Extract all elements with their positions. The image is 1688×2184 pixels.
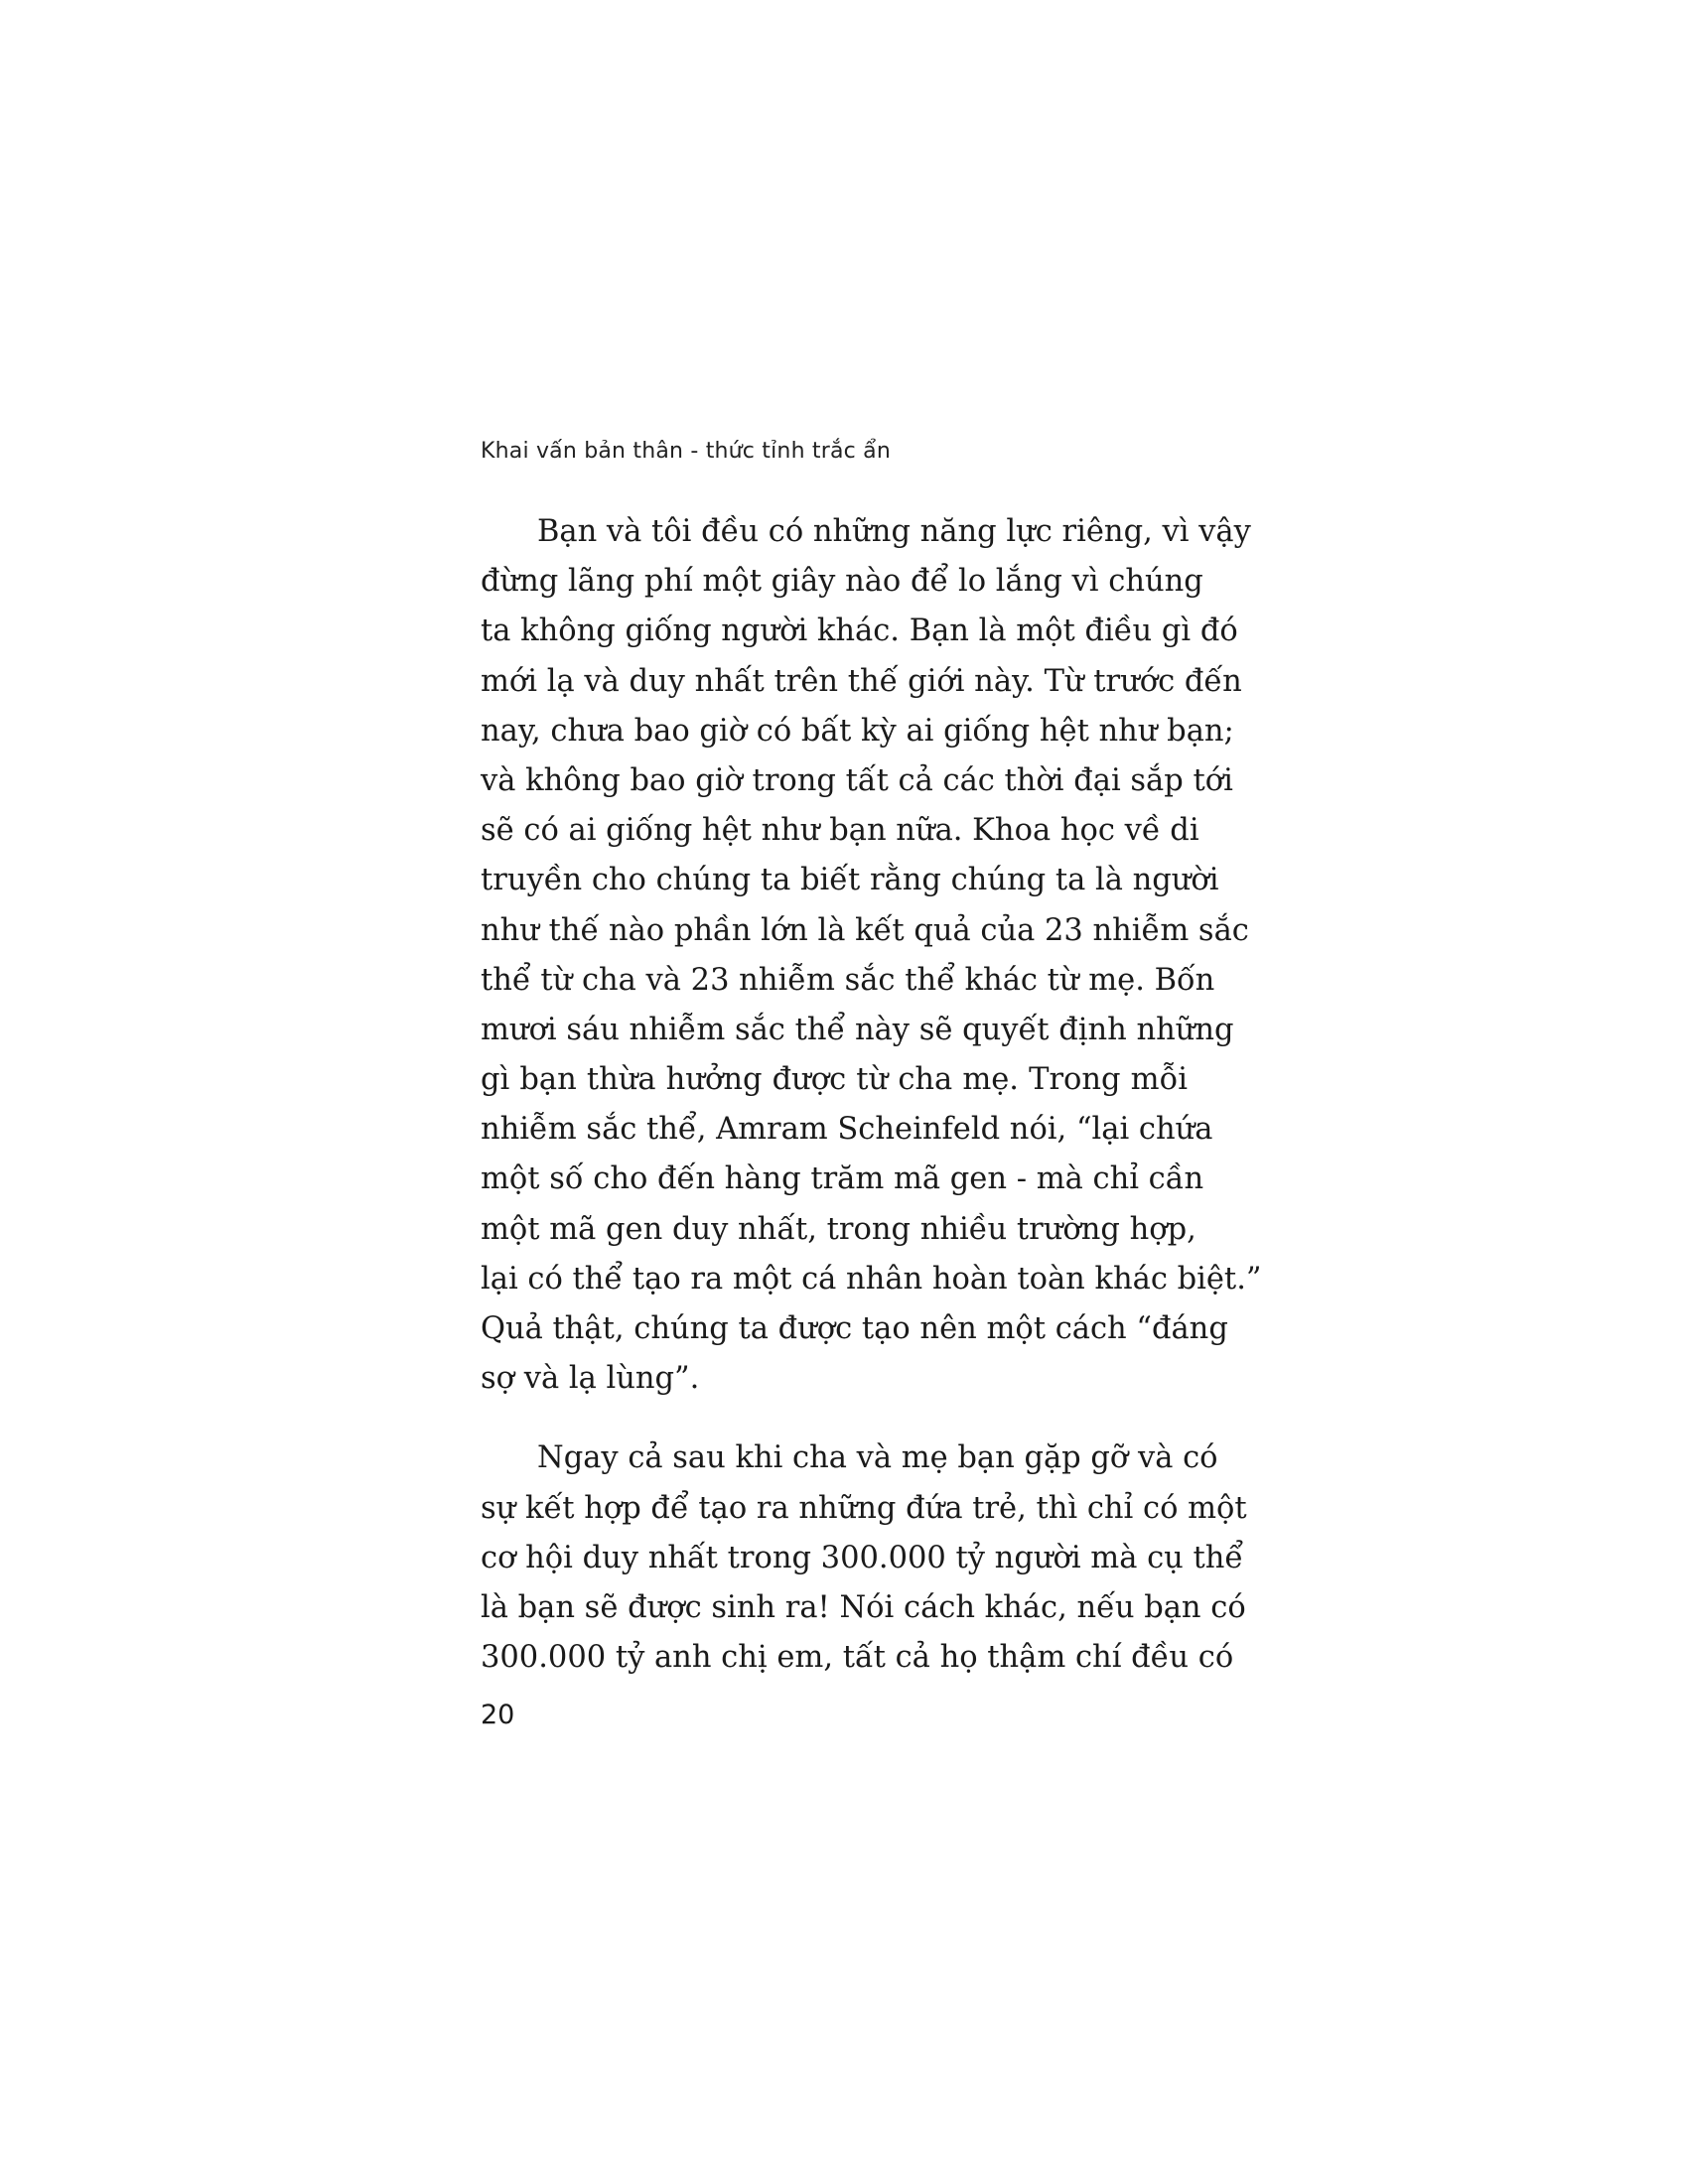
- text-line: một mã gen duy nhất, trong nhiều trường hợp,: [481, 1211, 1196, 1247]
- text-line: gì bạn thừa hưởng được từ cha mẹ. Trong mỗi: [481, 1062, 1188, 1098]
- text-line: Quả thật, chúng ta được tạo nên một cách “đáng: [481, 1311, 1228, 1346]
- text-line: lại có thể tạo ra một cá nhân hoàn toàn khác biệt.”: [481, 1261, 1262, 1297]
- text-line: nay, chưa bao giờ có bất kỳ ai giống hệt như bạn;: [481, 713, 1234, 749]
- text-line: nhiễm sắc thể, Amram Scheinfeld nói, “lại chứa: [481, 1112, 1213, 1148]
- paragraph-gap: [481, 1404, 1188, 1433]
- text-line: Bạn và tôi đều có những năng lực riêng, vì vậy: [537, 514, 1251, 549]
- text-line: một số cho đến hàng trăm mã gen - mà chỉ cần: [481, 1161, 1204, 1197]
- text-line: sợ và lạ lùng”.: [481, 1361, 700, 1397]
- text-line: ta không giống người khác. Bạn là một điều gì đó: [481, 614, 1238, 649]
- text-line: sự kết hợp để tạo ra những đứa trẻ, thì chỉ có một: [481, 1490, 1247, 1526]
- page-number: 20: [481, 1700, 515, 1730]
- text-line: như thế nào phần lớn là kết quả của 23 nhiễm sắc: [481, 912, 1249, 948]
- text-line: và không bao giờ trong tất cả các thời đại sắp tới: [481, 762, 1233, 798]
- text-line: cơ hội duy nhất trong 300.000 tỷ người mà cụ thể: [481, 1540, 1244, 1575]
- text-line: thể từ cha và 23 nhiễm sắc thể khác từ mẹ. Bốn: [481, 962, 1215, 998]
- text-line: mới lạ và duy nhất trên thế giới này. Từ trước đến: [481, 663, 1242, 699]
- paragraph-1: [481, 507, 1262, 1404]
- text-line: là bạn sẽ được sinh ra! Nói cách khác, nếu bạn có: [481, 1589, 1246, 1625]
- text-line: Ngay cả sau khi cha và mẹ bạn gặp gỡ và có: [537, 1440, 1218, 1476]
- text-line: truyền cho chúng ta biết rằng chúng ta là người: [481, 863, 1219, 898]
- text-line: 300.000 tỷ anh chị em, tất cả họ thậm chí đều có: [481, 1640, 1234, 1676]
- running-header: Khai vấn bản thân - thức tỉnh trắc ẩn: [481, 439, 891, 464]
- text-line: sẽ có ai giống hệt như bạn nữa. Khoa học về di: [481, 813, 1199, 849]
- paragraph-2: [481, 1433, 1247, 1683]
- body-text: [481, 507, 1262, 1683]
- text-line: mươi sáu nhiễm sắc thể này sẽ quyết định những: [481, 1012, 1234, 1047]
- text-line: đừng lãng phí một giây nào để lo lắng vì chúng: [481, 564, 1203, 600]
